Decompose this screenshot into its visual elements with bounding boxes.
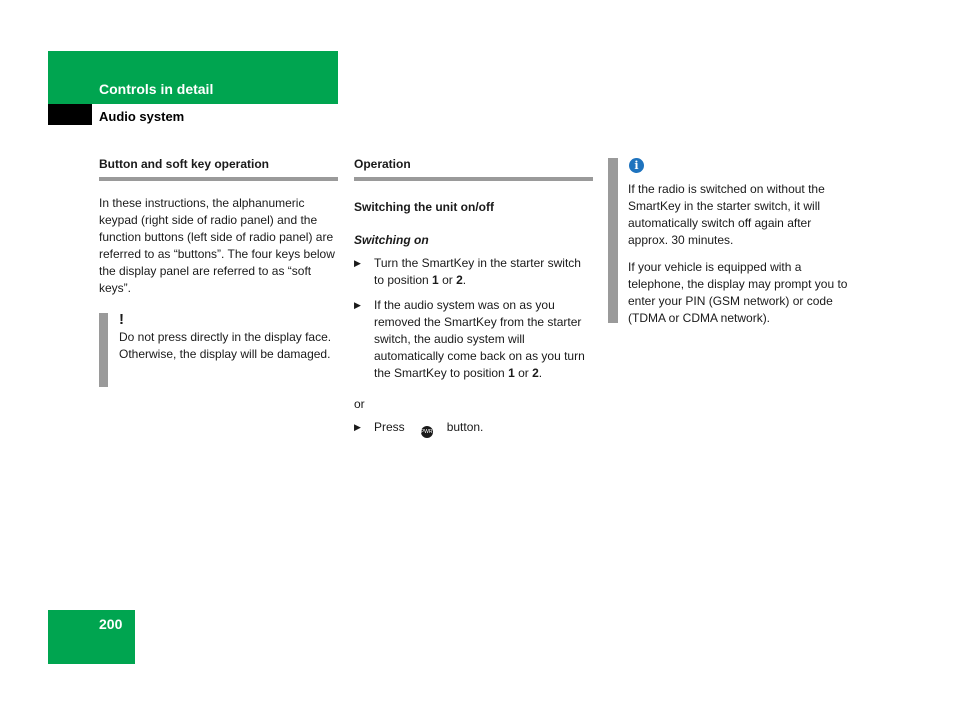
- warning-icon: !: [119, 311, 124, 328]
- step-text: .: [462, 273, 467, 287]
- power-button-icon: PWR: [421, 426, 433, 438]
- step-item: [354, 297, 593, 382]
- info-icon: i: [629, 158, 644, 173]
- column-left: [99, 156, 338, 363]
- heading-button-soft-key: Button and soft key operation: [99, 156, 338, 181]
- step-text: Press: [374, 420, 405, 434]
- warning-note: [99, 311, 338, 363]
- info-paragraph: If the radio is switched on without the SmartKey in the starter switch, it will automatically switch off again after approx. 30 minutes.: [628, 182, 825, 247]
- column-middle: [354, 156, 593, 446]
- column-right: [628, 156, 850, 337]
- info-side-bar: [608, 158, 618, 323]
- step-text: button.: [446, 420, 484, 434]
- page-number: 200: [99, 616, 123, 632]
- position-value: 2: [532, 366, 539, 380]
- intro-paragraph: In these instructions, the alphanumeric keypad (right side of radio panel) and the function buttons (left side of radio panel) are referred to as “buttons”. The four keys below the display panel are referred to as “soft keys”.: [99, 196, 335, 295]
- position-value: 1: [508, 366, 515, 380]
- bullet-triangle-icon: ▶: [354, 300, 361, 310]
- bullet-triangle-icon: ▶: [354, 258, 361, 268]
- warning-text: Do not press directly in the display face. Otherwise, the display will be damaged.: [119, 330, 332, 361]
- step-text: or: [514, 366, 533, 380]
- subheading-switching: Switching the unit on/off: [354, 200, 494, 214]
- position-value: 2: [456, 273, 463, 287]
- bullet-triangle-icon: ▶: [354, 422, 361, 432]
- header-black-tab: [48, 104, 92, 125]
- step-text: .: [538, 366, 543, 380]
- step-text: or: [438, 273, 457, 287]
- note-side-bar: [99, 313, 108, 387]
- step-text: If the audio system was on as you removed the SmartKey from the starter switch, the audio system will automatically come back on as you turn the SmartKey to position: [374, 298, 585, 380]
- italic-heading-switching-on: Switching on: [354, 233, 429, 247]
- or-text: or: [354, 397, 365, 411]
- subsection-title: Audio system: [99, 109, 185, 124]
- section-title: Controls in detail: [99, 81, 214, 97]
- position-value: 1: [432, 273, 439, 287]
- step-text: Turn the SmartKey in the starter switch to position: [374, 256, 581, 287]
- heading-operation: Operation: [354, 156, 593, 181]
- step-item: [354, 419, 593, 438]
- step-item: [354, 255, 593, 289]
- info-paragraph: If your vehicle is equipped with a telephone, the display may prompt you to enter your PIN (GSM network) or code (TDMA or CDMA network).: [628, 260, 848, 325]
